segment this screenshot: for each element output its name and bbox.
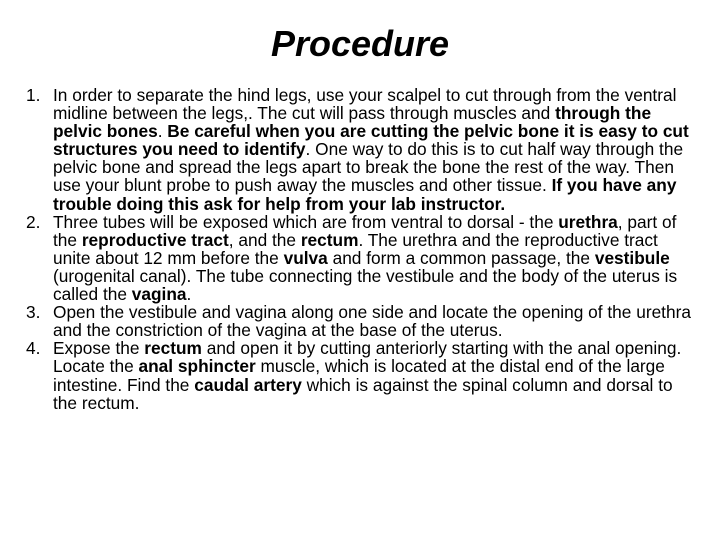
step-text-bold: rectum xyxy=(144,338,202,359)
step-text-bold: caudal artery xyxy=(194,374,302,395)
step-text-bold: urethra xyxy=(558,211,618,232)
procedure-step xyxy=(22,303,694,339)
step-number: 2. xyxy=(26,211,41,232)
step-text-bold: rectum xyxy=(300,229,359,250)
step-text-bold: reproductive tract xyxy=(81,229,229,250)
step-text-bold: Be careful when you are cutting the pelvic bone it is easy to cut structures you need to identify xyxy=(53,121,689,160)
step-number: 3. xyxy=(26,302,41,323)
step-text: , part of the xyxy=(53,211,677,250)
step-text: . xyxy=(157,121,168,142)
step-text: . xyxy=(186,284,192,305)
step-number: 4. xyxy=(26,338,41,359)
step-text: . One way to do this is to cut half way through the pelvic bone and spread the legs apart to break the bone the rest of the way. Then use your blunt probe to push away the muscles and other tissue. xyxy=(53,139,684,196)
step-text: . The urethra and the reproductive tract unite about 12 mm before the xyxy=(53,229,658,268)
procedure-list xyxy=(22,86,694,412)
step-number: 1. xyxy=(26,85,41,105)
step-text: muscle, which is located at the distal end of the large intestine. Find the xyxy=(53,356,665,395)
step-text-bold: vestibule xyxy=(594,247,670,268)
step-text-bold: through the pelvic bones xyxy=(53,103,652,142)
step-text: and form a common passage, the xyxy=(327,247,595,268)
step-text: In order to separate the hind legs, use your scalpel to cut through from the ventral midline between the legs,. The cut will pass through muscles and xyxy=(53,85,677,124)
step-text-bold: anal sphincter xyxy=(138,356,256,377)
step-text-bold: If you have any trouble doing this ask for help from your lab instructor. xyxy=(53,175,677,214)
step-text: which is against the spinal column and dorsal to the rectum. xyxy=(53,374,673,413)
step-text-bold: vulva xyxy=(283,247,328,268)
step-text: (urogenital canal). The tube connecting the vestibule and the body of the uterus is called the xyxy=(53,265,678,305)
procedure-step xyxy=(22,339,694,411)
step-text-bold: vagina xyxy=(131,284,187,305)
step-text: Three tubes will be exposed which are from ventral to dorsal - the xyxy=(53,211,559,232)
step-text: Expose the xyxy=(53,338,145,359)
step-text: Open the vestibule and vagina along one side and locate the opening of the urethra and the constriction of the vagina at the base of the uterus. xyxy=(53,302,691,341)
procedure-step xyxy=(22,213,694,303)
slide-title: Procedure xyxy=(270,23,450,64)
step-text: and open it by cutting anteriorly starting with the anal opening. Locate the xyxy=(53,338,682,377)
step-text: , and the xyxy=(228,229,301,250)
procedure-step xyxy=(22,86,694,213)
